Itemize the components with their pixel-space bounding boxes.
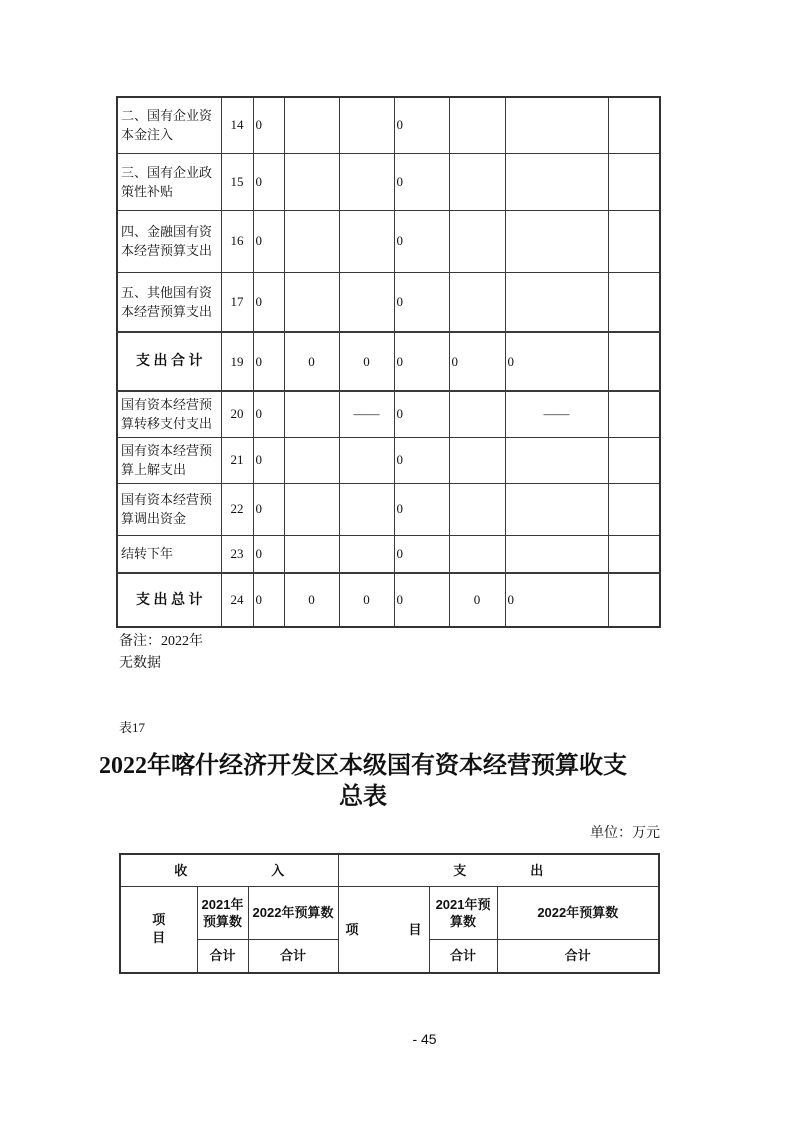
expenditure-table (116, 96, 661, 628)
value-cell: 0 (339, 332, 394, 391)
value-cell (339, 437, 394, 483)
table-note (119, 631, 203, 675)
value-cell: 0 (253, 210, 284, 272)
line-number-cell: 22 (221, 483, 253, 535)
value-cell (608, 437, 660, 483)
income-section-header (120, 854, 338, 886)
expenditure-2021-total-cell: 合计 (429, 939, 497, 973)
value-cell: 0 (394, 153, 449, 210)
value-cell: 0 (253, 391, 284, 437)
note-line-2: 无数据 (119, 656, 161, 671)
value-cell: 0 (394, 391, 449, 437)
project-income-text (123, 911, 195, 947)
table-row (117, 573, 660, 627)
summary-table (119, 853, 660, 974)
table-row (117, 97, 660, 153)
value-cell: 0 (253, 437, 284, 483)
project-char: 项 (345, 921, 359, 937)
value-cell (284, 272, 339, 332)
value-cell: 0 (253, 535, 284, 573)
value-cell (505, 210, 608, 272)
value-cell (284, 153, 339, 210)
value-cell (608, 391, 660, 437)
value-cell: 0 (394, 483, 449, 535)
value-cell (284, 391, 339, 437)
value-cell (339, 210, 394, 272)
line-number-cell: 15 (221, 153, 253, 210)
value-cell (608, 483, 660, 535)
income-header-text (123, 862, 336, 879)
value-cell: 0 (449, 332, 505, 391)
summary-section-row (120, 854, 659, 886)
value-cell (608, 535, 660, 573)
line-number-cell: 24 (221, 573, 253, 627)
value-cell (449, 483, 505, 535)
value-cell: 0 (449, 573, 505, 627)
value-cell (339, 272, 394, 332)
value-cell (608, 97, 660, 153)
project-char: 目 (408, 921, 422, 937)
line-number-cell: 23 (221, 535, 253, 573)
unit-label: 单位：万元 (590, 826, 660, 841)
section-title-line-2: 总表 (339, 784, 387, 810)
value-cell: 0 (394, 573, 449, 627)
value-cell: 0 (394, 437, 449, 483)
value-cell (339, 483, 394, 535)
expenditure-header-text (341, 862, 657, 879)
summary-column-header-row (120, 886, 659, 939)
line-number-cell: 19 (221, 332, 253, 391)
value-cell (284, 437, 339, 483)
value-cell: 0 (253, 153, 284, 210)
value-cell: 0 (505, 573, 608, 627)
value-cell (608, 272, 660, 332)
table-row (117, 391, 660, 437)
line-number-cell: 20 (221, 391, 253, 437)
line-number-cell: 21 (221, 437, 253, 483)
value-cell: 0 (394, 332, 449, 391)
value-cell (284, 97, 339, 153)
project-char: 项 (152, 912, 166, 928)
value-cell (608, 153, 660, 210)
income-2021-total-cell: 合计 (197, 939, 248, 973)
expenditure-section-header (338, 854, 659, 886)
table-row (117, 210, 660, 272)
expenditure-char: 支 (453, 862, 467, 878)
budget-2021-income-header: 2021年预算数 (197, 886, 248, 939)
section-title-line-1: 2022年喀什经济开发区本级国有资本经营预算收支 (99, 753, 627, 779)
expenditure-char: 出 (530, 862, 544, 878)
project-char: 目 (152, 930, 166, 946)
value-cell: 0 (253, 272, 284, 332)
value-cell (449, 97, 505, 153)
value-cell: 0 (339, 573, 394, 627)
value-cell: 0 (394, 272, 449, 332)
note-line-1: 备注：2022年 (119, 634, 203, 649)
value-cell (608, 573, 660, 627)
value-cell (449, 391, 505, 437)
table-row (117, 332, 660, 391)
value-cell (449, 210, 505, 272)
row-label-cell: 四、金融国有资本经营预算支出 (117, 210, 221, 272)
value-cell (608, 332, 660, 391)
value-cell (505, 483, 608, 535)
value-cell: 0 (284, 332, 339, 391)
row-label-cell: 五、其他国有资本经营预算支出 (117, 272, 221, 332)
value-cell (339, 97, 394, 153)
value-cell (449, 535, 505, 573)
project-column-header-income (120, 886, 197, 973)
table17-caption: 表17 (119, 720, 146, 735)
row-label-cell: 国有资本经营预算转移支付支出 (117, 391, 221, 437)
table-row (117, 153, 660, 210)
row-label-cell: 二、国有企业资本金注入 (117, 97, 221, 153)
expenditure-2022-total-cell: 合计 (497, 939, 659, 973)
value-cell: 0 (505, 332, 608, 391)
value-cell (449, 437, 505, 483)
value-cell (339, 535, 394, 573)
value-cell (284, 483, 339, 535)
value-cell (608, 210, 660, 272)
value-cell (339, 153, 394, 210)
table-row (117, 483, 660, 535)
value-cell: 0 (253, 97, 284, 153)
row-label-cell: 结转下年 (117, 535, 221, 573)
line-number-cell: 16 (221, 210, 253, 272)
row-label-cell: 国有资本经营预算上解支出 (117, 437, 221, 483)
budget-2022-expenditure-header: 2022年预算数 (497, 886, 659, 939)
budget-2021-expenditure-header: 2021年预算数 (429, 886, 497, 939)
income-char: 收 (174, 862, 188, 878)
value-cell (505, 153, 608, 210)
row-label-cell: 支 出 合 计 (117, 332, 221, 391)
income-char: 入 (271, 862, 285, 878)
page-number: - 45 (412, 1031, 437, 1047)
row-label-cell: 三、国有企业政策性补贴 (117, 153, 221, 210)
value-cell (284, 535, 339, 573)
section-title (83, 751, 643, 813)
row-label-cell: 支 出 总 计 (117, 573, 221, 627)
value-cell: 0 (394, 535, 449, 573)
value-cell (284, 210, 339, 272)
value-cell: 0 (253, 483, 284, 535)
table-row (117, 535, 660, 573)
value-cell (505, 272, 608, 332)
value-cell (449, 153, 505, 210)
project-column-header-expenditure (338, 886, 429, 973)
expenditure-table-body (117, 97, 660, 627)
value-cell: 0 (394, 210, 449, 272)
value-cell: —— (339, 391, 394, 437)
income-2022-total-cell: 合计 (248, 939, 338, 973)
value-cell: 0 (253, 332, 284, 391)
line-number-cell: 14 (221, 97, 253, 153)
budget-2022-income-header: 2022年预算数 (248, 886, 338, 939)
row-label-cell: 国有资本经营预算调出资金 (117, 483, 221, 535)
table-row (117, 437, 660, 483)
table-row (117, 272, 660, 332)
line-number-cell: 17 (221, 272, 253, 332)
value-cell: —— (505, 391, 608, 437)
value-cell (505, 535, 608, 573)
project-expenditure-text (341, 921, 427, 938)
value-cell: 0 (394, 97, 449, 153)
value-cell (449, 272, 505, 332)
value-cell (505, 97, 608, 153)
value-cell (505, 437, 608, 483)
value-cell: 0 (284, 573, 339, 627)
value-cell: 0 (253, 573, 284, 627)
